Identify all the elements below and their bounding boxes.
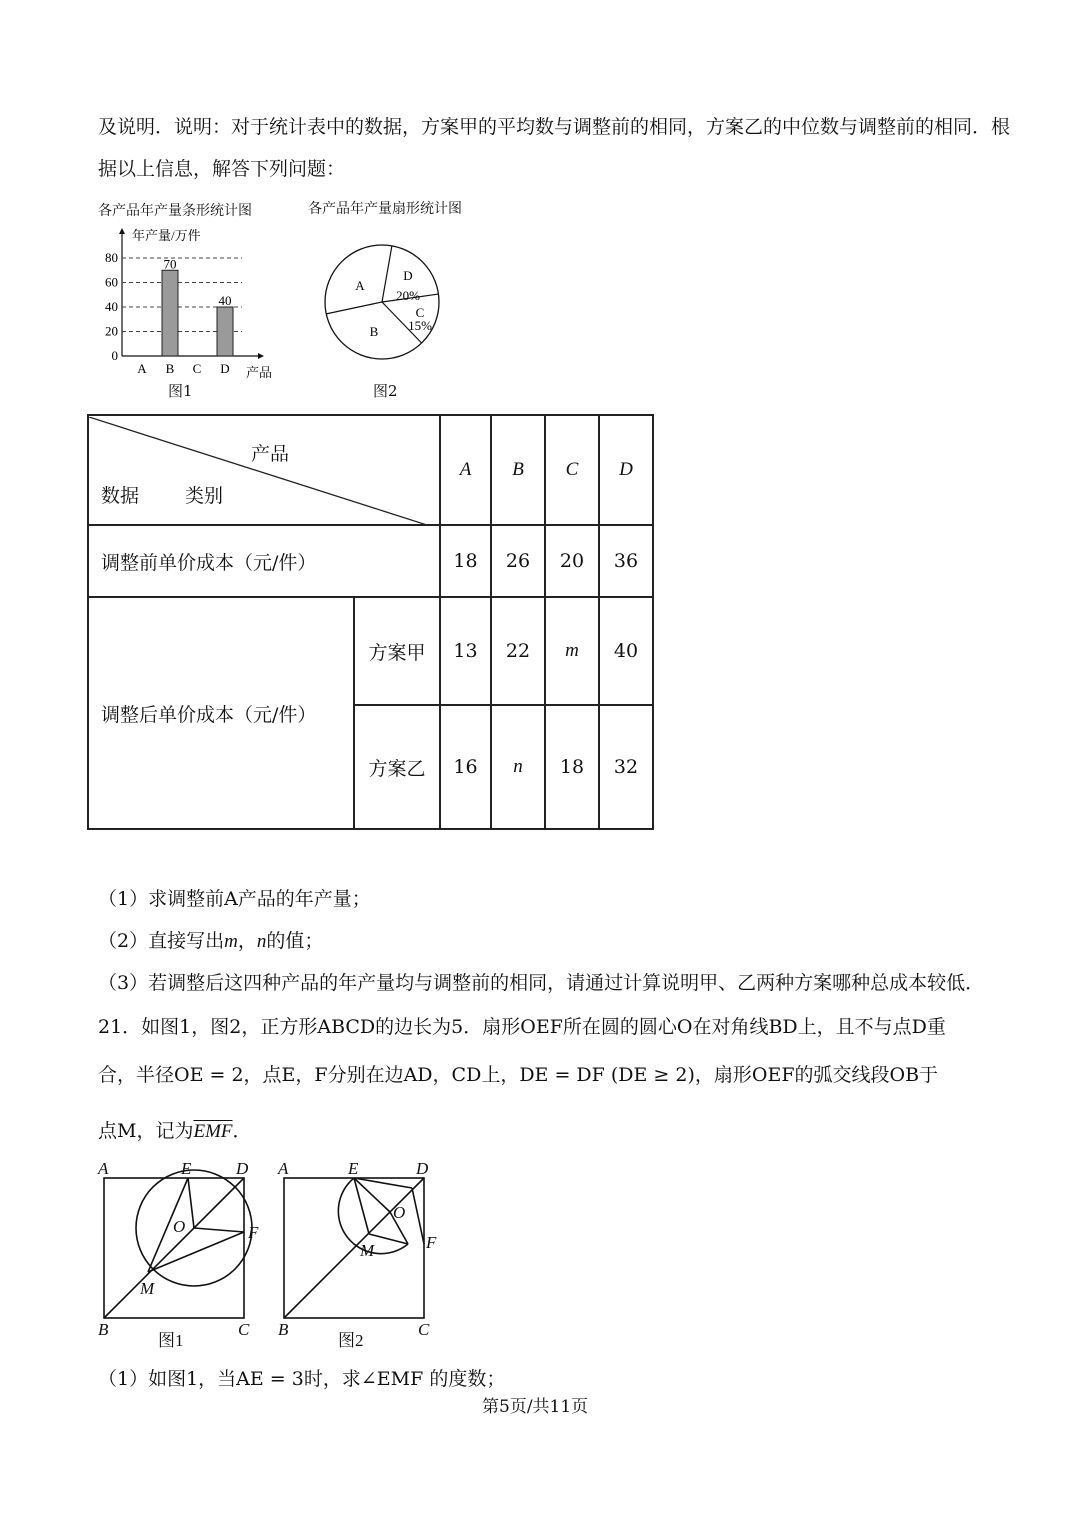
- col-header-d: D: [599, 415, 653, 525]
- fig2-df: [412, 1188, 424, 1244]
- cell-plan-b-d: 32: [599, 705, 653, 829]
- cell-plan-a-d: 40: [599, 597, 653, 705]
- cell-before-a: 18: [440, 525, 491, 597]
- fig2-label-f: F: [426, 1233, 437, 1252]
- fig2-mf: [369, 1234, 408, 1244]
- bar-chart-caption: 图1: [168, 382, 193, 400]
- bar-y-tick-label: 80: [105, 250, 118, 265]
- bar-chart-title: 各产品年产量条形统计图: [98, 203, 252, 219]
- fig2-label-e: E: [348, 1159, 359, 1178]
- cell-plan-a-b: 22: [491, 597, 545, 705]
- intro-line-1: 及说明．说明：对于统计表中的数据，方案甲的平均数与调整前的相同，方案乙的中位数与调整前的相同．根: [98, 116, 1011, 138]
- pie-slice-percent: 20%: [396, 288, 420, 303]
- fig1-label-b: B: [98, 1320, 109, 1339]
- fig1-oe: [188, 1178, 194, 1228]
- fig1-diagonal-bd: [104, 1178, 244, 1318]
- fig1-label-m: M: [140, 1279, 155, 1298]
- question-3: （3）若调整后这四种产品的年产量均与调整前的相同，请通过计算说明甲、乙两种方案哪种总成本较低．: [98, 972, 985, 994]
- fig1-label-f: F: [248, 1223, 259, 1242]
- fig1-label-d: D: [236, 1159, 249, 1178]
- fig1-label-c: C: [238, 1320, 250, 1339]
- pie-slice-boundary: [326, 302, 382, 314]
- fig1-label-e: E: [181, 1159, 192, 1178]
- cell-plan-a-c: m: [545, 597, 599, 705]
- plan-a-label: 方案甲: [354, 597, 440, 705]
- fig2-me: [354, 1178, 369, 1234]
- pie-slice-label: C: [415, 305, 425, 320]
- cell-plan-b-b: n: [491, 705, 545, 829]
- table-row-before: [88, 525, 653, 597]
- bar-value-label: 70: [163, 256, 177, 272]
- question-2-n: n: [256, 931, 267, 952]
- fig2-label-a: A: [278, 1159, 289, 1178]
- pie-slice-percent: 15%: [408, 318, 432, 333]
- question-2-sep: ，: [237, 930, 257, 952]
- row-label-before: 调整前单价成本（元/件）: [88, 525, 440, 597]
- bar-y-tick-label: 20: [105, 323, 118, 339]
- bar-chart: [90, 220, 290, 400]
- bar-category-label: A: [137, 361, 147, 376]
- problem-21-line-3-post: ．: [232, 1120, 252, 1142]
- question-2: [98, 926, 323, 953]
- problem-21-line-1: 21．如图1，图2，正方形ABCD的边长为5．扇形OEF所在圆的圆心O在对角线BD上，且不与点D重: [98, 1016, 946, 1038]
- fig2-caption: 图2: [338, 1331, 364, 1350]
- intro-line-2: 据以上信息，解答下列问题：: [98, 158, 346, 180]
- problem-21-line-3-pre: 点M，记为: [98, 1120, 194, 1142]
- pie-chart-title: 各产品年产量扇形统计图: [308, 201, 462, 217]
- geometry-figures: [90, 1150, 450, 1355]
- pie-chart-caption: 图2: [373, 382, 398, 400]
- cost-table: [87, 414, 654, 830]
- bar-y-axis-label: 年产量/万件: [132, 228, 201, 243]
- fig2-label-c: C: [418, 1320, 430, 1339]
- pie-slice-label: B: [369, 324, 379, 339]
- bar-category-label: C: [192, 361, 202, 376]
- arc-emf: $\overline{EMF}$: [193, 1121, 233, 1142]
- fig2-label-d: D: [416, 1159, 429, 1178]
- bar-y-tick-label: 0: [111, 348, 118, 363]
- bar: [217, 307, 233, 356]
- table-row-plan-a: [88, 597, 653, 705]
- question-2-post: 的值；: [266, 930, 324, 952]
- bar-value-label: 40: [218, 293, 232, 308]
- pie-slice-boundary: [382, 246, 392, 302]
- fig1-of: [194, 1228, 244, 1232]
- cell-plan-b-c: 18: [545, 705, 599, 829]
- row-label-after: 调整后单价成本（元/件）: [88, 597, 354, 829]
- bar-x-axis-label: 产品: [246, 365, 273, 380]
- table-header-row: [88, 415, 653, 525]
- problem-21-line-3: [98, 1116, 252, 1143]
- cell-before-c: 20: [545, 525, 599, 597]
- cell-before-d: 36: [599, 525, 653, 597]
- fig2-label-m: M: [360, 1241, 375, 1260]
- header-product: 产品: [251, 443, 290, 465]
- diagonal-line: [89, 417, 427, 525]
- header-category: 类别: [185, 485, 224, 507]
- header-data: 数据: [101, 485, 140, 507]
- col-header-a: A: [440, 415, 491, 525]
- problem-21-line-2: 合，半径OE = 2，点E，F分别在边AD，CD上，DE = DF (DE ≥ 2)，扇形OEF的弧交线段OB于: [98, 1064, 939, 1086]
- diagonal-header-cell: [88, 415, 440, 525]
- bar-y-tick-label: 60: [105, 274, 118, 290]
- fig1-label-a: A: [98, 1159, 109, 1178]
- pie-slice-label: A: [355, 278, 365, 293]
- problem-21-sub-1: （1）如图1，当AE = 3时，求∠EMF 的度数；: [98, 1368, 506, 1390]
- bar-category-label: B: [165, 361, 175, 376]
- fig1-label-o: O: [173, 1217, 186, 1236]
- bar: [162, 270, 178, 356]
- bar-x-axis-arrow: [258, 353, 264, 359]
- question-2-pre: （2）直接写出: [98, 930, 225, 952]
- bar-category-label: D: [220, 361, 230, 376]
- pie-chart: [318, 244, 448, 364]
- fig2-label-o: O: [393, 1203, 406, 1222]
- plan-b-label: 方案乙: [354, 705, 440, 829]
- question-1: （1）求调整前A产品的年产量；: [98, 888, 371, 910]
- page-footer: 第5页/共11页: [482, 1397, 589, 1417]
- fig2-label-b: B: [278, 1320, 289, 1339]
- cell-plan-a-a: 13: [440, 597, 491, 705]
- fig1-caption: 图1: [158, 1331, 184, 1350]
- col-header-b: B: [491, 415, 545, 525]
- question-2-m: m: [224, 931, 238, 952]
- pie-slice-label: D: [403, 268, 413, 283]
- bar-y-tick-label: 40: [105, 299, 118, 314]
- cell-plan-b-a: 16: [440, 705, 491, 829]
- bar-y-axis-arrow: [119, 228, 125, 234]
- cell-before-b: 26: [491, 525, 545, 597]
- col-header-c: C: [545, 415, 599, 525]
